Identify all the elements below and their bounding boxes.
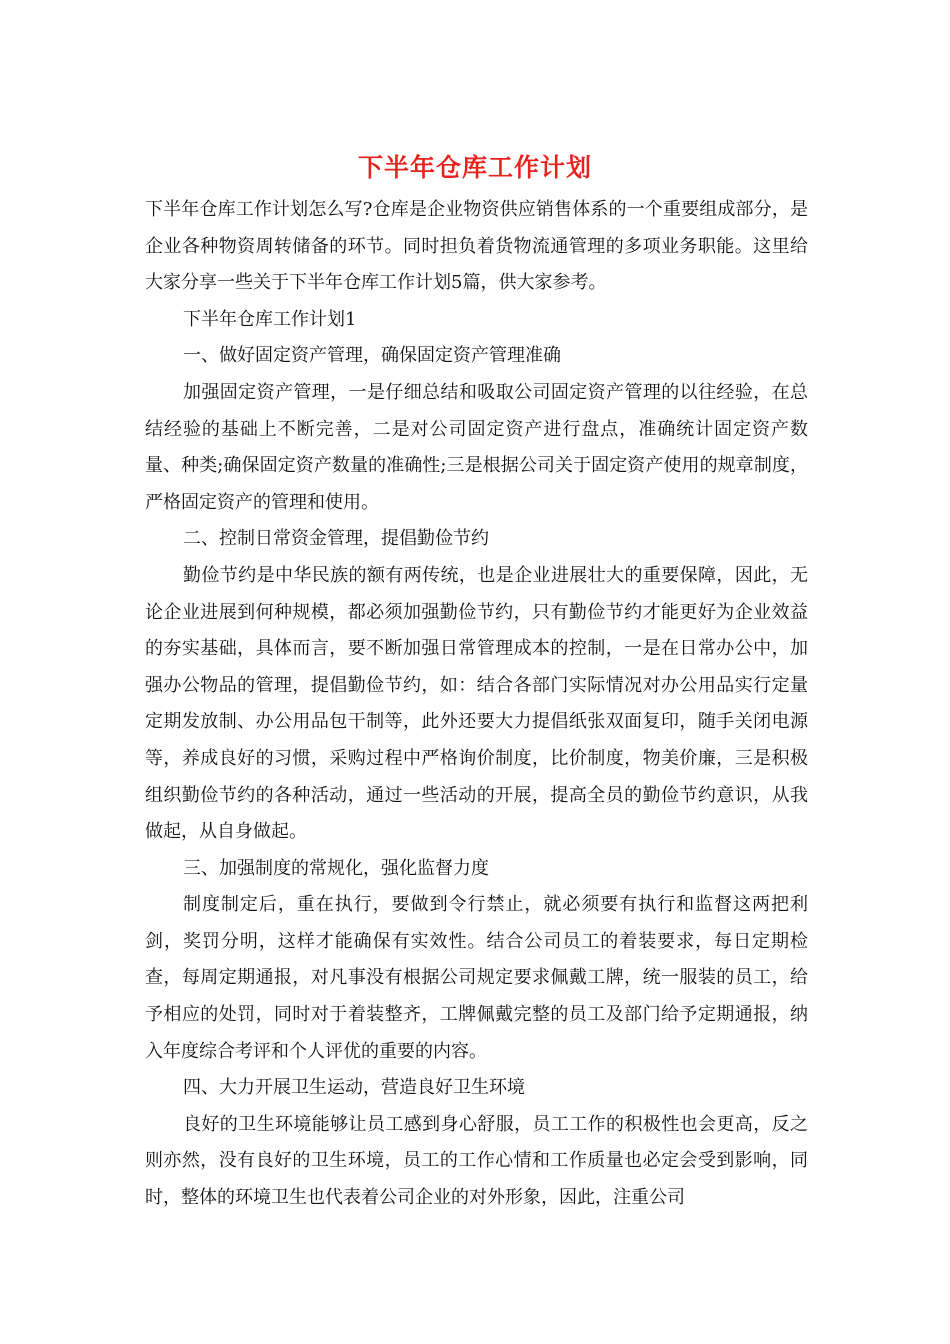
- section-heading-2: 二、控制日常资金管理，提倡勤俭节约: [183, 528, 489, 550]
- intro-paragraph: 下半年仓库工作计划怎么写?仓库是企业物资供应销售体系的一个重要组成部分，是企业各种物资周转储备的环节。同时担负着货物流通管理的多项业务职能。这里给大家分享一些关于下半年仓库工作计划5篇，供大家参考。: [145, 199, 808, 294]
- section-heading-4: 四、大力开展卫生运动，营造良好卫生环境: [183, 1077, 525, 1099]
- document-body: [145, 192, 808, 1217]
- plan-heading: 下半年仓库工作计划1: [183, 308, 357, 330]
- section-paragraph-2: 勤俭节约是中华民族的额有两传统，也是企业进展壮大的重要保障，因此，无论企业进展到何种规模，都必须加强勤俭节约，只有勤俭节约才能更好为企业效益的夯实基础，具体而言，要不断加强日常管理成本的控制，一是在日常办公中，加强办公物品的管理，提倡勤俭节约，如：结合各部门实际情况对办公用品实行定量定期发放制、办公用品包干制等，此外还要大力提倡纸张双面复印，随手关闭电源等，养成良好的习惯，采购过程中严格询价制度，比价制度，物美价廉，三是积极组织勤俭节约的各种活动，通过一些活动的开展，提高全员的勤俭节约意识，从我做起，从自身做起。: [145, 564, 808, 843]
- section-paragraph-3: 制度制定后，重在执行，要做到令行禁止，就必须要有执行和监督这两把利剑，奖罚分明，这样才能确保有实效性。结合公司员工的着装要求，每日定期检查，每周定期通报，对凡事没有根据公司规定要求佩戴工牌，统一服装的员工，给予相应的处罚，同时对于着装整齐，工牌佩戴完整的员工及部门给予定期通报，纳入年度综合考评和个人评优的重要的内容。: [145, 894, 808, 1062]
- section-heading-1: 一、做好固定资产管理，确保固定资产管理准确: [183, 345, 561, 367]
- section-paragraph-1: 加强固定资产管理，一是仔细总结和吸取公司固定资产管理的以往经验，在总结经验的基础上不断完善，二是对公司固定资产进行盘点，准确统计固定资产数量、种类;确保固定资产数量的准确性;三是根据公司关于固定资产使用的规章制度，严格固定资产的管理和使用。: [145, 381, 808, 513]
- section-heading-3: 三、加强制度的常规化，强化监督力度: [183, 857, 489, 879]
- section-paragraph-4: 良好的卫生环境能够让员工感到身心舒服，员工工作的积极性也会更高，反之则亦然，没有良好的卫生环境，员工的工作心情和工作质量也必定会受到影响，同时，整体的环境卫生也代表着公司企业的对外形象，因此，注重公司: [145, 1113, 808, 1209]
- document-title: 下半年仓库工作计划: [357, 153, 592, 182]
